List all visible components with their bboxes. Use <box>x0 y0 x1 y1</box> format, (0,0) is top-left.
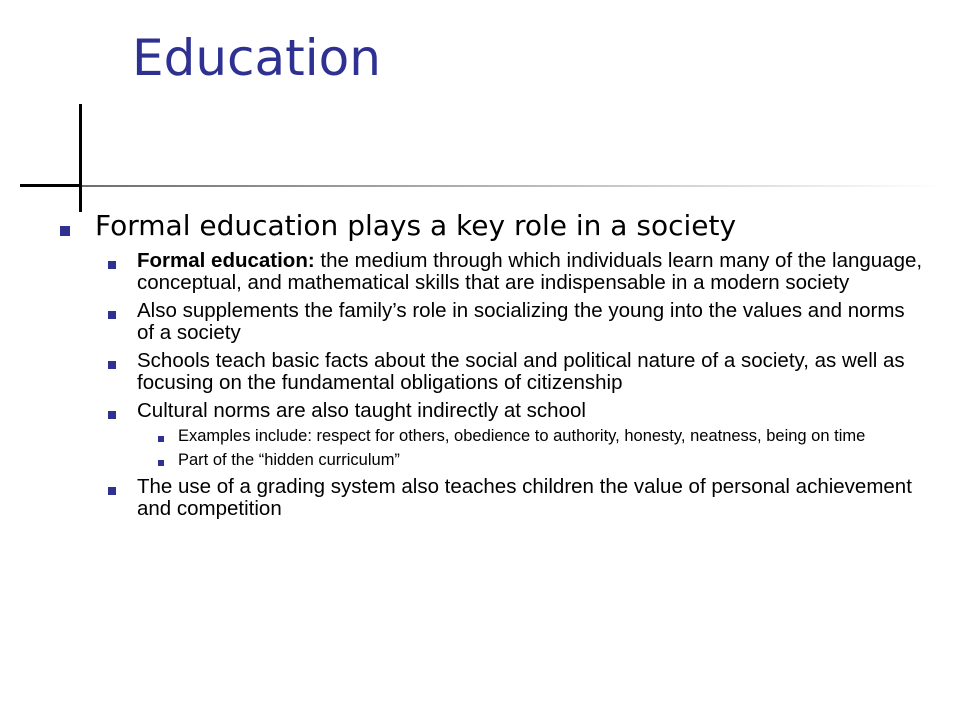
bullet-list <box>0 208 960 520</box>
square-bullet-icon <box>60 226 70 236</box>
bullet-text: Part of the “hidden curriculum” <box>178 451 400 469</box>
bullet-level2-civics <box>0 350 960 394</box>
bullet-text: Also supplements the family’s role in socializing the young into the values and norms of a society <box>137 299 905 344</box>
bullet-text: Cultural norms are also taught indirectly at school <box>137 399 586 422</box>
bullet-level2-grading <box>0 476 960 520</box>
title-rule-horizontal <box>20 184 82 187</box>
title-rule-vertical <box>79 104 82 212</box>
bullet-definition: the medium through which individuals learn many of the language, conceptual, and mathematical skills that are indispensable in a modern society <box>137 249 923 294</box>
bullet-text <box>137 250 927 294</box>
title-rule-fade <box>82 185 942 187</box>
bullet-term: Formal education: <box>137 249 315 272</box>
bullet-text: Examples include: respect for others, obedience to authority, honesty, neatness, being on time <box>178 427 866 445</box>
square-bullet-icon <box>108 487 116 495</box>
square-bullet-icon <box>158 436 164 442</box>
square-bullet-icon <box>108 261 116 269</box>
bullet-level2-cultural-norms <box>0 400 960 422</box>
square-bullet-icon <box>158 460 164 466</box>
square-bullet-icon <box>108 311 116 319</box>
bullet-level2-formal-definition <box>0 250 960 294</box>
slide-title: Education <box>132 29 381 87</box>
bullet-level1-main <box>0 208 960 244</box>
square-bullet-icon <box>108 361 116 369</box>
bullet-level2-socializing <box>0 300 960 344</box>
square-bullet-icon <box>108 411 116 419</box>
bullet-level3-hidden-curriculum <box>0 451 960 470</box>
bullet-text: Formal education plays a key role in a society <box>95 209 737 242</box>
bullet-text: The use of a grading system also teaches children the value of personal achievement and competition <box>137 475 912 520</box>
bullet-text: Schools teach basic facts about the social and political nature of a society, as well as focusing on the fundamental obligations of citizenship <box>137 349 905 394</box>
bullet-level3-cultural-examples <box>0 427 960 446</box>
